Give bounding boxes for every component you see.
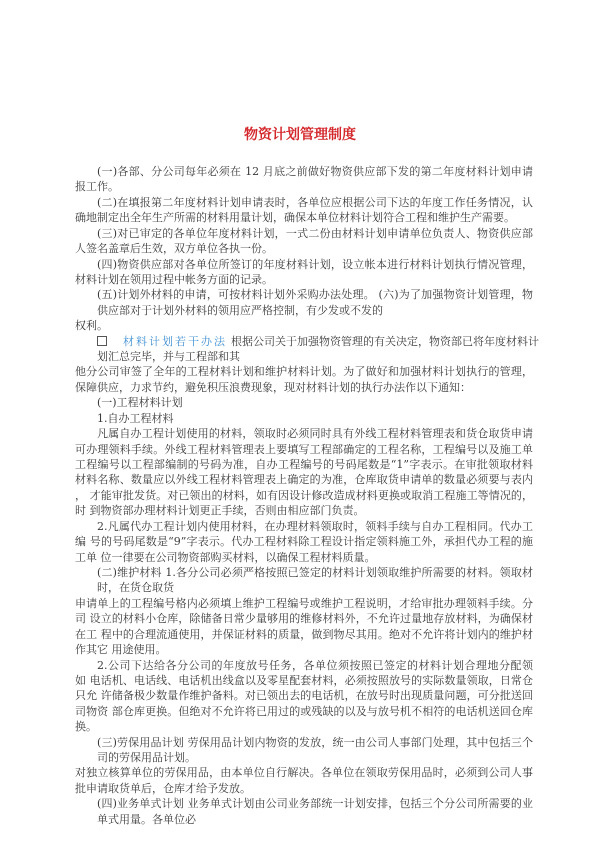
line-text: 工程编号以工程部编制的号码为准，自办工程编号的号码尾数是“1”字表示。在审批领取材料 [75,458,533,472]
text-line [75,673,533,688]
line-text: 工单 位一律要在公司物资部购买材料，以确保工程材料质量。 [75,550,376,564]
text-line [75,812,533,827]
line-text: 根据公司关于加强物资管理的有关决定，物资部已将年度材料计 [231,334,539,348]
line-text: 划汇总完毕，并与工程部和其 [97,350,240,364]
line-text: (一)工程材料计划 [97,396,183,410]
text-line [75,395,533,410]
text-line [75,611,533,626]
line-text: 凡属自办工程计划使用的材料，领取时必须同时具有外线工程材料管理表和货仓取货申请 [97,427,533,441]
line-text: 司的劳保用品计划。 [97,751,196,765]
line-text: (四)业务单式计划 业务单式计划由公司业务部统一计划安排，包括三个分公司所需要的业 [97,797,533,811]
checkbox-icon [97,336,107,346]
line-text: (四)物资供应部对各单位所签订的年度材料计划，设立帐本进行材料计划执行情况管理， [97,257,533,271]
text-line [75,503,533,518]
text-line [75,195,533,210]
line-text: 司物资 部仓库更换。但绝对不允许将已用过的或残缺的以及与放号机不相符的电话机送回仓库 [75,704,533,718]
text-line [75,519,533,534]
text-line [75,642,533,657]
text-line [75,565,533,580]
text-line [75,658,533,673]
text-line [75,164,533,179]
text-line [75,380,533,395]
line-text: 材料计划在领用过程中帐务方面的记录。 [75,272,273,286]
text-line [75,226,533,241]
text-line [75,488,533,503]
text-line [75,318,533,333]
line-text: (五)计划外材料的申请，可按材料计划外采购办法处理。 (六)为了加强物资计划管理，物 [97,288,533,302]
line-text: 时 到物资部办理材料计划更正手续，否则由相应部门负责。 [75,504,365,518]
line-text: 如 电话机、电话线、电话机出线盒以及零星配套材料，必须按照放号的实际数量领取，日常仓 [75,673,533,687]
line-text: 换。 [75,720,97,734]
text-line [75,349,533,364]
line-text: 他分公司审签了全年的工程材料计划和维护材料计划。为了做好和加强材料计划执行的管理， [75,365,533,379]
text-line [75,241,533,256]
text-line [75,688,533,703]
text-line [75,210,533,225]
line-text: 只允 许储备极少数量作维护备料。对已领出去的电话机，在放号时出现质量问题，可分批送回 [75,689,533,703]
line-text: ， 才能审批发货。对已领出的材料，如有因设计修改造成材料更换或取消工程施工等情况的， [75,488,533,502]
section-heading-link: 材料计划若干办法 [123,334,227,348]
text-line [75,534,533,549]
text-line [75,781,533,796]
text-line [75,719,533,734]
line-text: (一)各部、分公司每年必须在 12 月底之前做好物资供应部下发的第二年度材料计划申请 [97,165,533,178]
text-line [75,287,533,302]
text-line [75,179,533,194]
text-line [75,550,533,565]
text-line [75,334,539,349]
line-text: 权利。 [75,319,108,333]
line-text: 2.凡属代办工程计划内使用材料，在办理材料领取时，领料手续与自办工程相同。代办工 [97,519,533,533]
text-line [75,472,533,487]
line-text: (二)在填报第二年度材料计划申请表时，各单位应根据公司下达的年度工作任务情况，认 [97,195,533,209]
text-line [75,735,533,750]
line-text: (二)维护材料 1.各分公司必须严格按照已签定的材料计划领取维护所需要的材料。领取材 [97,565,533,579]
text-line [75,364,533,379]
line-text: 司 设立的材料小仓库，除储备日常少量够用的维修材料外，不允许过量地存放材料，为确保材 [75,612,533,626]
line-text: 1.自办工程材料 [97,411,174,425]
line-text: 编 号的号码尾数是“9”字表示。代办工程材料除工程设计指定领料施工外，承担代办工程的施 [75,535,533,549]
text-line [75,411,533,426]
text-line [75,580,533,595]
text-line [75,426,533,441]
line-text: 对独立核算单位的劳保用品，由本单位自行解决。各单位在领取劳保用品时，必须到公司人事 [75,766,533,780]
line-text: 材料名称、数量应以外线工程材料管理表上确定的为准，仓库取货申请单的数量必须要与表内 [75,473,533,487]
line-text: (三)劳保用品计划 劳保用品计划内物资的发放，统一由公司人事部门处理，其中包括三个 [97,735,533,749]
document-title: 物资计划管理制度 [244,127,356,143]
text-line [75,704,533,719]
document-body [75,164,539,827]
text-line [75,257,533,272]
line-text: 确地制定出全年生产所需的材料用量计划，确保本单位材料计划符合工程和维护生产需要。 [75,211,515,225]
line-text: 时，在货仓取货 [97,581,174,595]
line-text: 作其它 用途使用。 [75,643,167,657]
line-text: 报工作。 [75,180,119,194]
line-text: 供应部对于计划外材料的领用应严格控制，有少发或不发的 [97,303,383,317]
text-line [75,750,533,765]
line-text: 保障供应，力求节约，避免积压浪费现象，现对材料计划的执行办法作以下通知： [75,380,471,394]
text-line [75,796,533,811]
text-line [75,627,533,642]
text-line [75,303,533,318]
text-line [75,442,533,457]
line-text: 单式用量。各单位必 [97,812,196,826]
text-line [75,272,533,287]
line-text: 申请单上的工程编号格内必须填上维护工程编号或维护工程说明，才给审批办理领料手续。分 [75,596,533,610]
line-text: 人签名盖章后生效，双方单位各执一份。 [75,242,273,256]
line-text: 可办理领料手续。外线工程材料管理表上要填写工程部确定的工程名称，工程编号以及施工单 [75,442,533,456]
line-text: 在工 程中的合理流通使用，并保证材料的质量，做到物尽其用。绝对不允许将计划内的维护材 [75,627,533,641]
line-text: (三)对已审定的各单位年度材料计划，一式二份由材料计划申请单位负责人、物资供应部 [97,226,533,240]
text-line [75,596,533,611]
line-text: 2.公司下达给各分公司的年度放号任务，各单位须按照已签定的材料计划合理地分配领 [97,658,533,672]
text-line [75,765,533,780]
text-line [75,457,533,472]
line-text: 批申请取货单后，仓库才给予发放。 [75,781,251,795]
